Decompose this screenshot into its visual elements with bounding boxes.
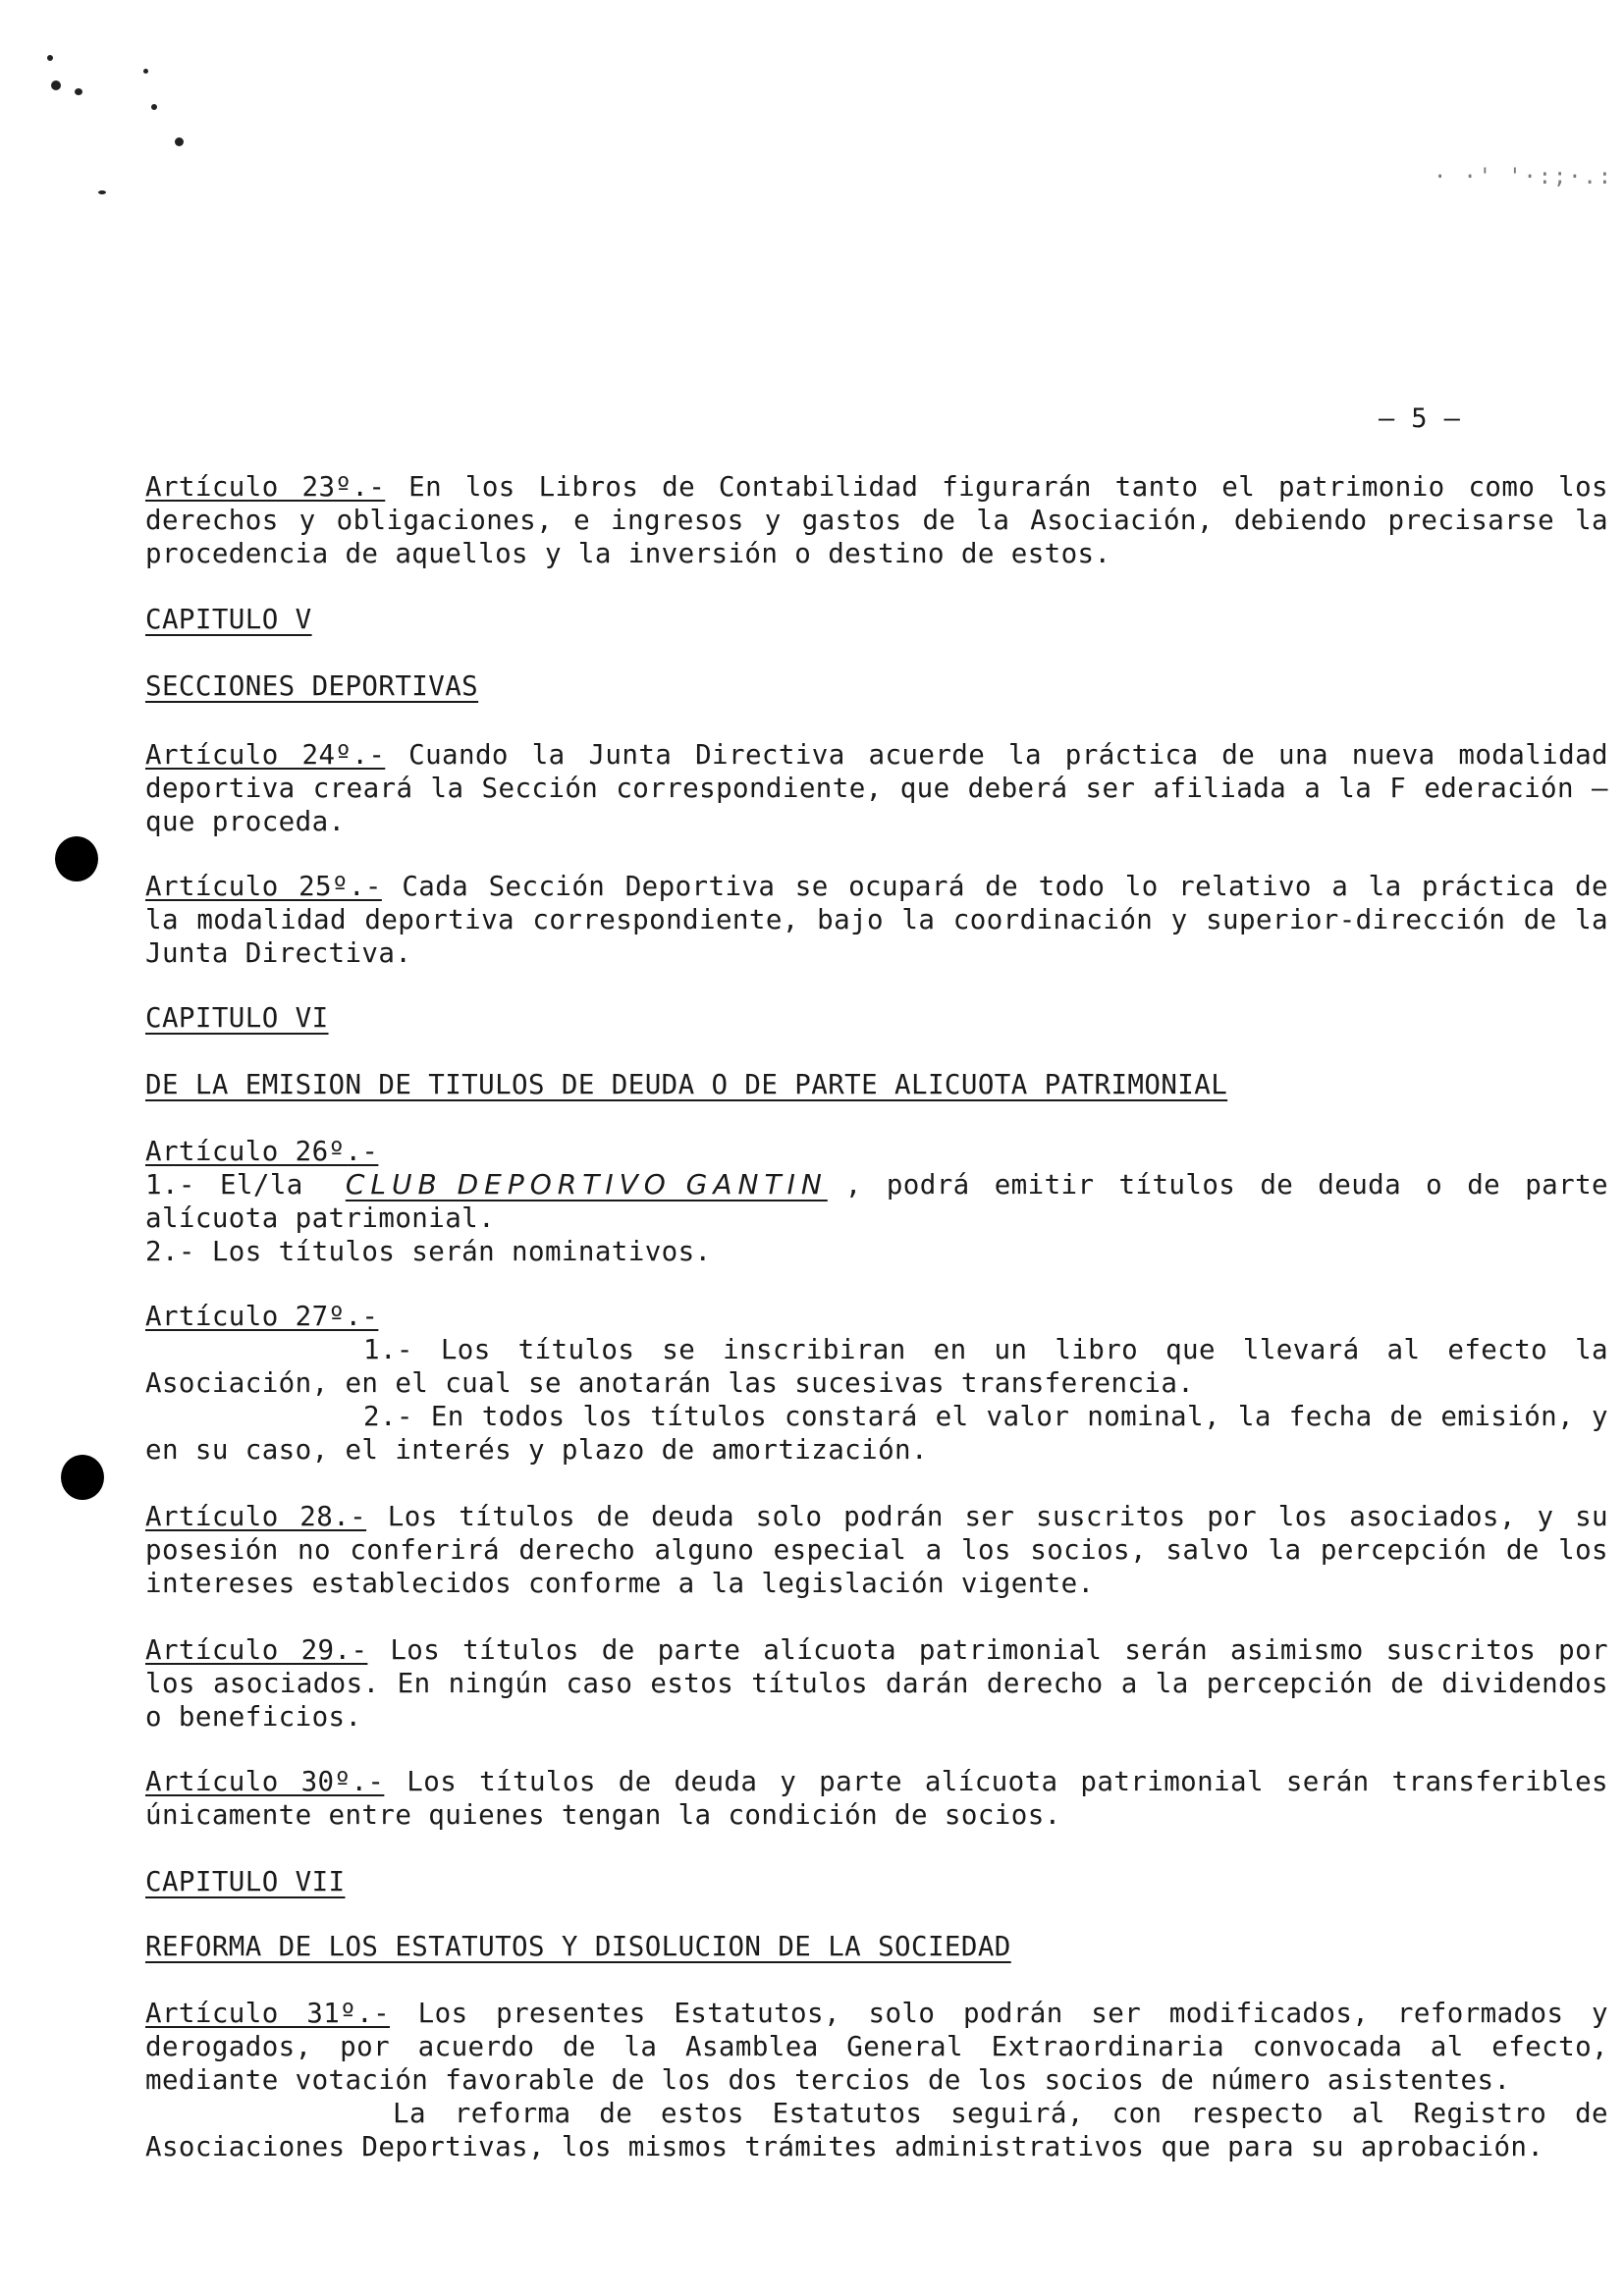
- punch-hole-bottom: [61, 1455, 104, 1500]
- article-text: Los títulos de deuda y parte alícuota patrimonial serán transferibles únicamente entre quienes tengan la condición de socios.: [145, 1766, 1608, 1831]
- article-26: [145, 1135, 1608, 1268]
- article-25: [145, 870, 1608, 970]
- corner-mark: · ·' '·:;·.:: [1434, 165, 1613, 189]
- article-31: [145, 1997, 1608, 2163]
- item-2: 2.- En todos los títulos constará el valor nominal, la fecha de emisión, y en su caso, el interés y plazo de amortización.: [145, 1401, 1608, 1466]
- punch-hole-top: [55, 836, 98, 881]
- article-label: Artículo 28.-: [145, 1501, 367, 1532]
- scan-speck: [143, 69, 148, 74]
- article-text: En los Libros de Contabilidad figurarán tanto el patrimonio como los derechos y obligaciones, e ingresos y gastos de la Asociación, debiendo precisarse la procedencia de aquellos y la inversión o destino de estos.: [145, 471, 1608, 569]
- scan-speck: [75, 88, 82, 95]
- article-label: Artículo 29.-: [145, 1634, 368, 1666]
- article-label: Artículo 25º.-: [145, 871, 382, 902]
- article-28: [145, 1500, 1608, 1600]
- scan-speck: [98, 190, 106, 194]
- item-prefix: 1.- El/la: [145, 1169, 303, 1201]
- item-text: , podrá emitir títulos de deuda o de parte alícuota patrimonial.: [145, 1169, 1609, 1234]
- chapter-subtitle: SECCIONES DEPORTIVAS: [145, 670, 479, 702]
- scan-speck: [151, 104, 157, 110]
- article-label: Artículo 31º.-: [145, 1998, 391, 2029]
- chapter-title: CAPITULO VI: [145, 1002, 329, 1034]
- scan-speck: [175, 137, 184, 146]
- article-24: [145, 738, 1608, 838]
- chapter-title: CAPITULO VII: [145, 1866, 346, 1897]
- page-number: – 5 –: [1379, 403, 1461, 434]
- chapter-title: CAPITULO V: [145, 604, 312, 635]
- article-30: [145, 1765, 1608, 1832]
- scan-speck: [47, 55, 53, 61]
- article-text: Los títulos de deuda solo podrán ser suscritos por los asociados, y su posesión no conferirá derecho alguno especial a los socios, salvo la percepción de los intereses establecidos conforme a la legislación vigente.: [145, 1501, 1608, 1599]
- article-label: Artículo 27º.-: [145, 1301, 379, 1332]
- item-1: 1.- Los títulos se inscribiran en un libro que llevará al efecto la Asociación, en el cual se anotarán las sucesivas transferencia.: [145, 1334, 1608, 1399]
- article-text: Los títulos de parte alícuota patrimonial serán asimismo suscritos por los asociados. En ningún caso estos títulos darán derecho a la percepción de dividendos o beneficios.: [145, 1634, 1608, 1733]
- article-text: Los presentes Estatutos, solo podrán ser modificados, reformados y derogados, por acuerdo de la Asamblea General Extraordinaria convocada al efecto, mediante votación favorable de los dos tercios de los socios de número asistentes.: [145, 1998, 1608, 2096]
- article-text-2: La reforma de estos Estatutos seguirá, con respecto al Registro de Asociaciones Deportivas, los mismos trámites administrativos que para su aprobación.: [145, 2098, 1608, 2163]
- chapter-subtitle: DE LA EMISION DE TITULOS DE DEUDA O DE PARTE ALICUOTA PATRIMONIAL: [145, 1069, 1228, 1100]
- article-27: [145, 1300, 1608, 1467]
- item-2: 2.- Los títulos serán nominativos.: [145, 1236, 712, 1267]
- article-label: Artículo 24º.-: [145, 739, 386, 771]
- handwritten-club-name: CLUB DEPORTIVO GANTIN: [345, 1168, 828, 1201]
- scan-speck: [51, 80, 61, 90]
- article-text: Cuando la Junta Directiva acuerde la práctica de una nueva modalidad deportiva creará la Sección correspondiente, que deberá ser afiliada a la F ederación – que proceda.: [145, 739, 1608, 837]
- article-label: Artículo 26º.-: [145, 1136, 379, 1167]
- article-29: [145, 1633, 1608, 1734]
- chapter-subtitle: REFORMA DE LOS ESTATUTOS Y DISOLUCION DE LA SOCIEDAD: [145, 1931, 1011, 1962]
- article-label: Artículo 30º.-: [145, 1766, 385, 1797]
- article-text: Cada Sección Deportiva se ocupará de todo lo relativo a la práctica de la modalidad deportiva correspondiente, bajo la coordinación y superior-dirección de la Junta Directiva.: [145, 871, 1608, 969]
- article-label: Artículo 23º.-: [145, 471, 386, 503]
- article-23: [145, 470, 1608, 570]
